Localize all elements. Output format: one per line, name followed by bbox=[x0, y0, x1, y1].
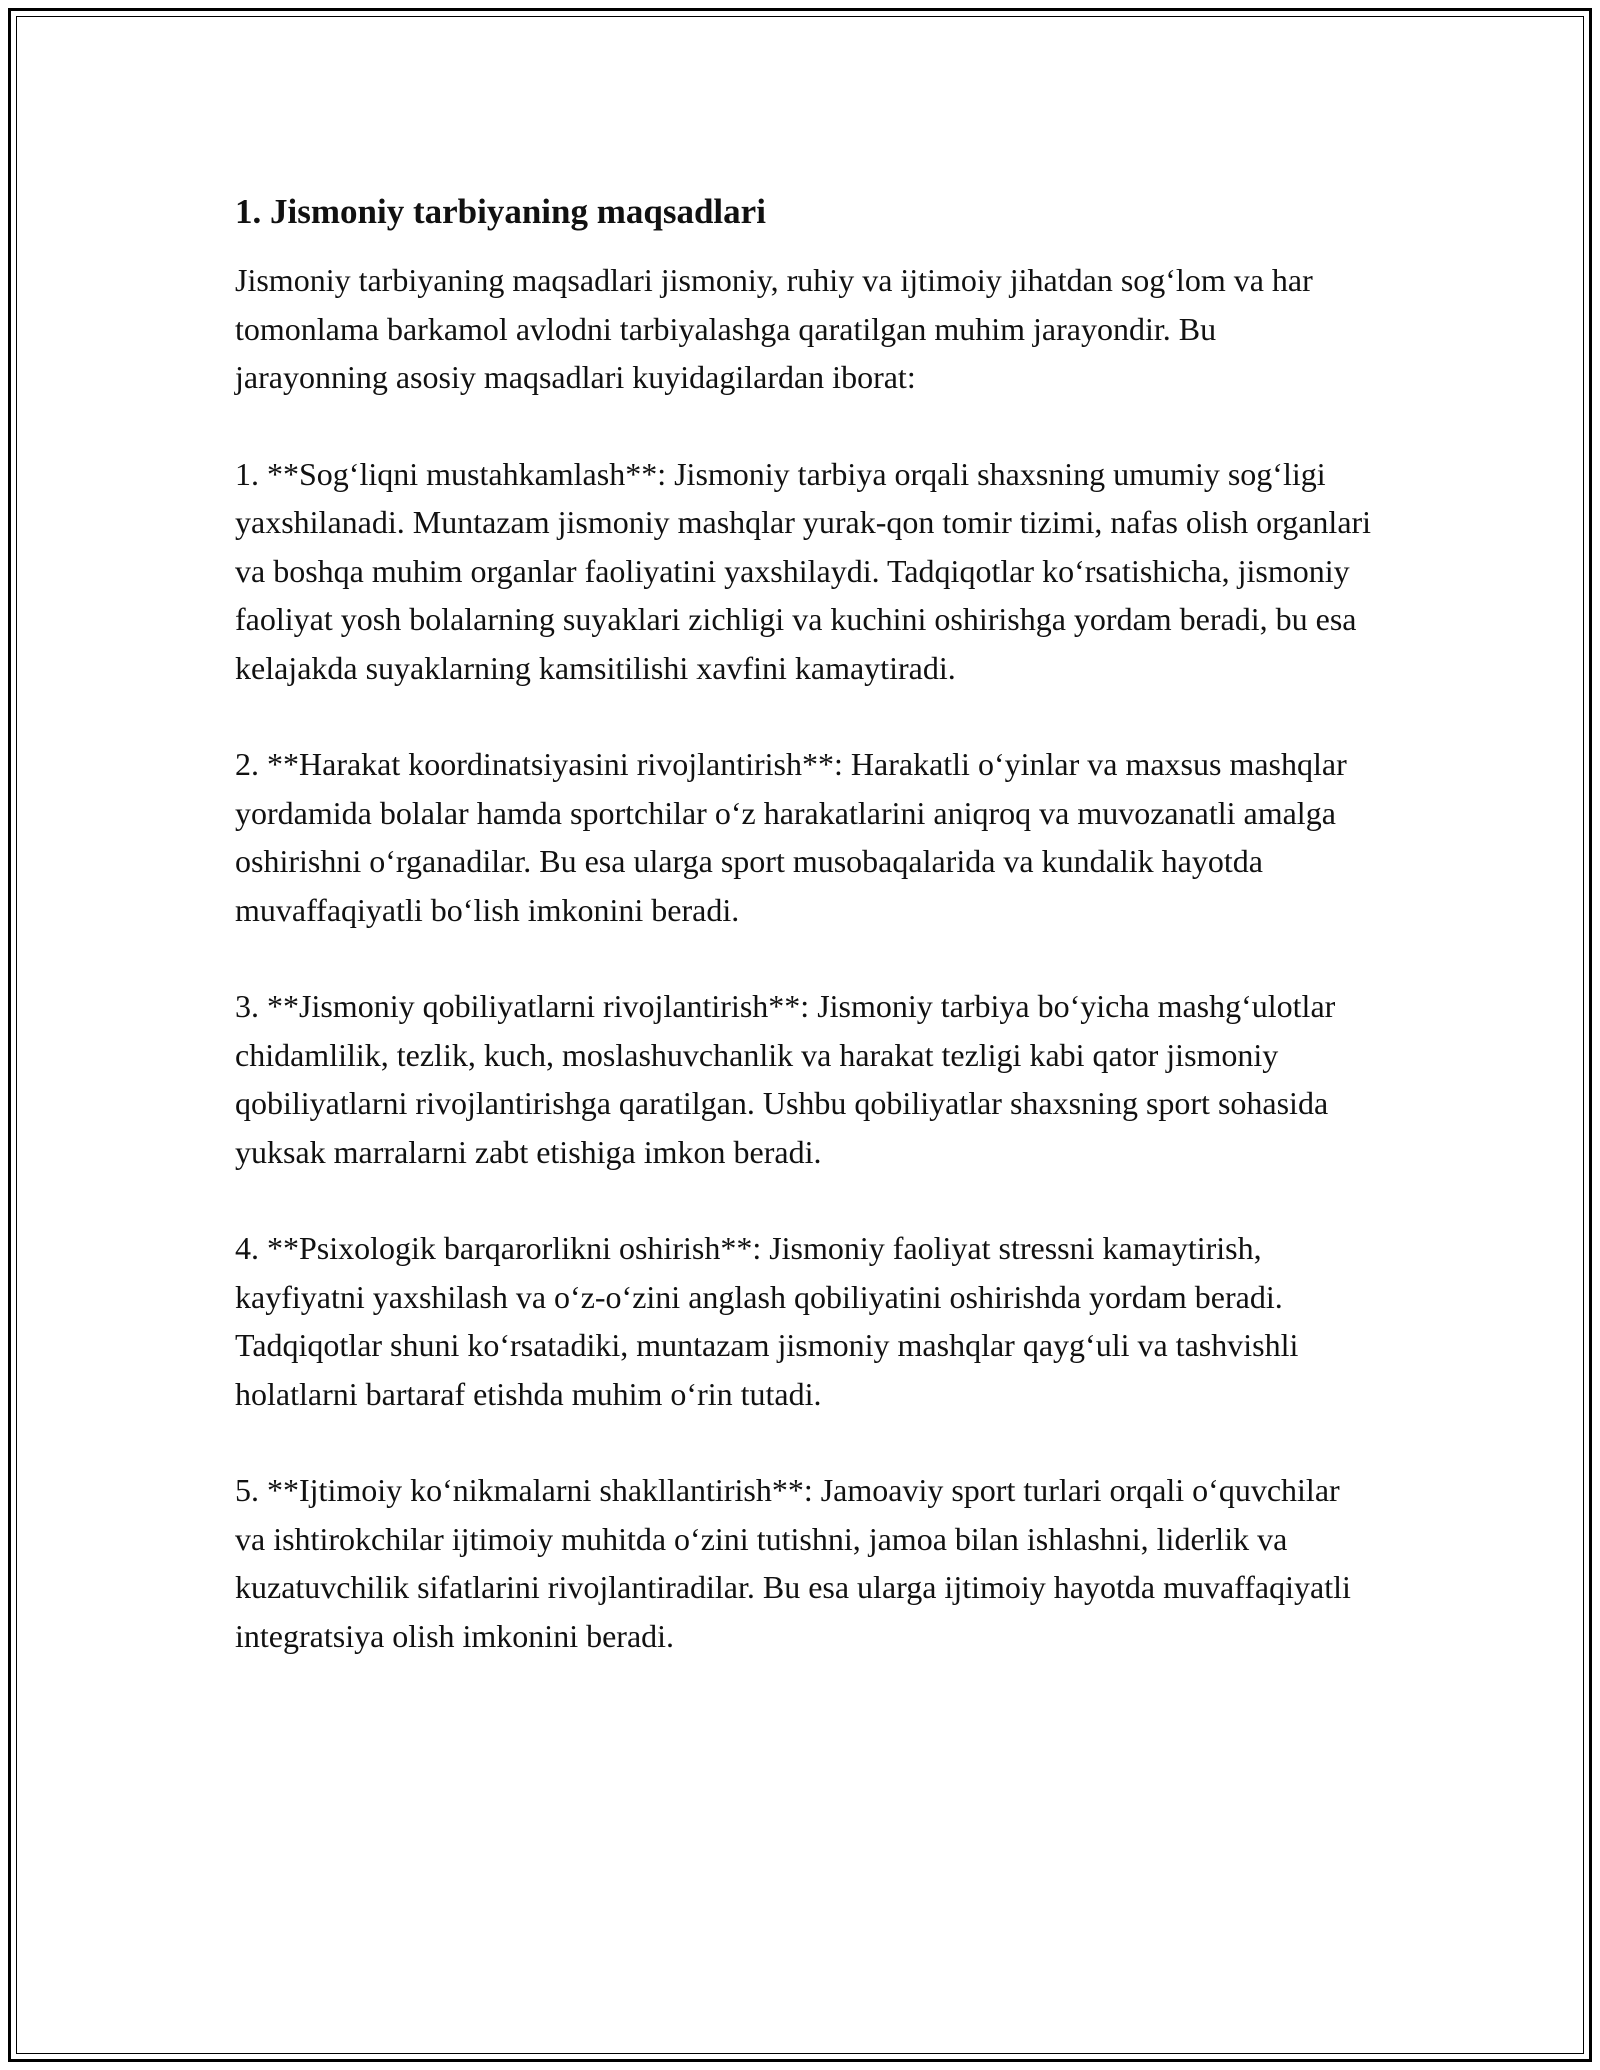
document-body bbox=[235, 188, 1375, 1708]
list-item-physical-abilities: 3. **Jismoniy qobiliyatlarni rivojlantirish**: Jismoniy tarbiya bo‘yicha mashg‘ulotlar chidamlilik, tezlik, kuch, moslashuvchanlik va harakat tezligi kabi qator jismoniy qobiliyatlarni rivojlantirishga qaratilgan. Ushbu qobiliyatlar shaxsning sport sohasida yuksak marralarni zabt etishiga imkon beradi. bbox=[235, 988, 1336, 1170]
list-item-coordination: 2. **Harakat koordinatsiyasini rivojlantirish**: Harakatli o‘yinlar va maxsus mashqlar yordamida bolalar hamda sportchilar o‘z harakatlarini aniqroq va muvozanatli amalga oshirishni o‘rganadilar. Bu esa ularga sport musobaqalarida va kundalik hayotda muvaffaqiyatli bo‘lish imkonini beradi. bbox=[235, 746, 1347, 928]
section-heading: 1. Jismoniy tarbiyaning maqsadlari bbox=[235, 192, 766, 231]
list-item-psychological-stability: 4. **Psixologik barqarorlikni oshirish**: Jismoniy faoliyat stressni kamaytirish, kayfiyatni yaxshilash va o‘z-o‘zini anglash qobiliyatini oshirishda yordam beradi. Tadqiqotlar shuni ko‘rsatadiki, muntazam jismoniy mashqlar qayg‘uli va tashvishli holatlarni bartaraf etishda muhim o‘rin tutadi. bbox=[235, 1230, 1299, 1412]
intro-paragraph: Jismoniy tarbiyaning maqsadlari jismoniy, ruhiy va ijtimoiy jihatdan sog‘lom va har tomonlama barkamol avlodni tarbiyalashga qaratilgan muhim jarayondir. Bu jarayonning asosiy maqsadlari kuyidagilardan iborat: bbox=[235, 262, 1313, 395]
list-item-health: 1. **Sog‘liqni mustahkamlash**: Jismoniy tarbiya orqali shaxsning umumiy sog‘ligi yaxshilanadi. Muntazam jismoniy mashqlar yurak-qon tomir tizimi, nafas olish organlari va boshqa muhim organlar faoliyatini yaxshilaydi. Tadqiqotlar ko‘rsatishicha, jismoniy faoliyat yosh bolalarning suyaklari zichligi va kuchini oshirishga yordam beradi, bu esa kelajakda suyaklarning kamsitilishi xavfini kamaytiradi. bbox=[235, 455, 1372, 686]
list-item-social-skills: 5. **Ijtimoiy ko‘nikmalarni shakllantirish**: Jamoaviy sport turlari orqali o‘quvchilar va ishtirokchilar ijtimoiy muhitda o‘zini tutishni, jamoa bilan ishlashni, liderlik va kuzatuvchilik sifatlarini rivojlantiradilar. Bu esa ularga ijtimoiy hayotda muvaffaqiyatli integratsiya olish imkonini beradi. bbox=[235, 1472, 1351, 1654]
